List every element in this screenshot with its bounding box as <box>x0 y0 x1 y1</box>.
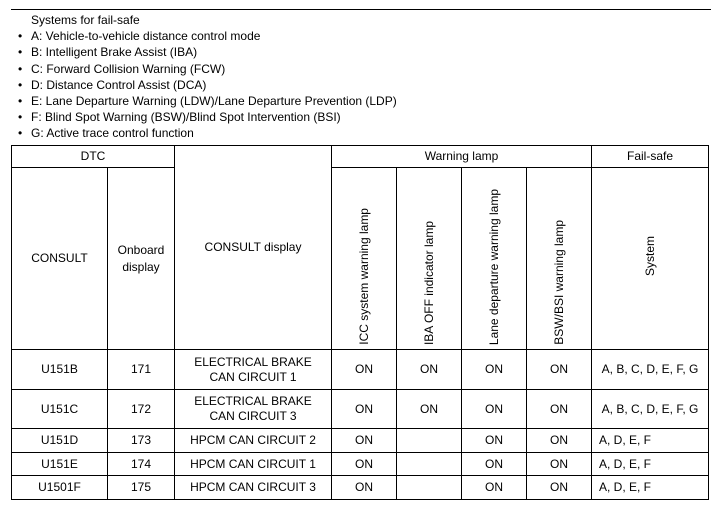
lane-lamp-value: ON <box>462 453 527 476</box>
warning-lamp-header: Warning lamp <box>332 146 592 168</box>
lane-lamp-value: ON <box>462 390 527 429</box>
icc-lamp-label: ICC system warning lamp <box>357 208 371 345</box>
table-row <box>12 390 709 429</box>
dtc-header: DTC <box>12 146 175 168</box>
iba-lamp-value <box>397 453 462 476</box>
onboard-code: 175 <box>108 476 175 500</box>
iba-lamp-value: ON <box>397 350 462 390</box>
table-row <box>12 429 709 453</box>
system-item-e: • E: Lane Departure Warning (LDW)/Lane Departure Prevention (LDP) <box>18 93 397 109</box>
onboard-display-label: Onboard display <box>117 242 165 274</box>
system-item-c: • C: Forward Collision Warning (FCW) <box>18 61 397 77</box>
consult-code: U151B <box>12 350 108 390</box>
display-line-1: ELECTRICAL BRAKE <box>194 394 312 408</box>
onboard-code: 171 <box>108 350 175 390</box>
fail-safe-systems: A, B, C, D, E, F, G <box>592 350 709 390</box>
onboard-code: 172 <box>108 390 175 429</box>
iba-lamp-value <box>397 429 462 453</box>
top-rule <box>11 9 711 10</box>
iba-lamp-label: IBA OFF indicator lamp <box>422 220 436 345</box>
iba-lamp-value: ON <box>397 390 462 429</box>
consult-code: U151C <box>12 390 108 429</box>
fail-safe-systems: A, D, E, F <box>592 476 709 500</box>
consult-display: HPCM CAN CIRCUIT 3 <box>175 476 332 500</box>
icc-lamp-value: ON <box>332 350 397 390</box>
bsw-lamp-label: BSW/BSI warning lamp <box>552 220 566 345</box>
fail-safe-systems-note <box>18 12 397 142</box>
lane-lamp-value: ON <box>462 476 527 500</box>
table-row <box>12 453 709 476</box>
fail-safe-header: Fail-safe <box>592 146 709 168</box>
lane-lamp-value: ON <box>462 350 527 390</box>
bsw-lamp-value: ON <box>527 350 592 390</box>
consult-header: CONSULT <box>12 168 108 350</box>
fail-safe-systems: A, D, E, F <box>592 429 709 453</box>
icc-lamp-value: ON <box>332 390 397 429</box>
iba-lamp-value <box>397 476 462 500</box>
display-line-2: CAN CIRCUIT 1 <box>209 369 297 384</box>
system-item-a: • A: Vehicle-to-vehicle distance control mode <box>18 28 397 44</box>
display-line-2: CAN CIRCUIT 3 <box>209 409 297 423</box>
onboard-display-header <box>108 168 175 350</box>
systems-list <box>18 28 397 141</box>
bsw-lamp-value: ON <box>527 476 592 500</box>
bsw-lamp-value: ON <box>527 453 592 476</box>
system-item-d: • D: Distance Control Assist (DCA) <box>18 77 397 93</box>
consult-code: U151D <box>12 429 108 453</box>
consult-code: U1501F <box>12 476 108 500</box>
bsw-lamp-header <box>527 168 592 350</box>
fail-safe-systems: A, D, E, F <box>592 453 709 476</box>
dtc-table <box>11 145 709 500</box>
consult-display: HPCM CAN CIRCUIT 2 <box>175 429 332 453</box>
table-row <box>12 350 709 390</box>
icc-lamp-value: ON <box>332 476 397 500</box>
onboard-code: 173 <box>108 429 175 453</box>
onboard-code: 174 <box>108 453 175 476</box>
system-item-g: • G: Active trace control function <box>18 125 397 141</box>
note-title: Systems for fail-safe <box>31 13 140 27</box>
system-header <box>592 168 709 350</box>
lane-lamp-header <box>462 168 527 350</box>
fail-safe-systems: A, B, C, D, E, F, G <box>592 390 709 429</box>
lane-lamp-value: ON <box>462 429 527 453</box>
icc-lamp-header <box>332 168 397 350</box>
table-row <box>12 476 709 500</box>
icc-lamp-value: ON <box>332 453 397 476</box>
lane-lamp-label: Lane departure warning lamp <box>487 188 501 345</box>
consult-display-header: CONSULT display <box>175 146 332 350</box>
bsw-lamp-value: ON <box>527 390 592 429</box>
system-item-f: • F: Blind Spot Warning (BSW)/Blind Spot Intervention (BSI) <box>18 109 397 125</box>
consult-display <box>175 350 332 390</box>
display-line-1: ELECTRICAL BRAKE <box>194 354 312 369</box>
icc-lamp-value: ON <box>332 429 397 453</box>
bsw-lamp-value: ON <box>527 429 592 453</box>
iba-lamp-header <box>397 168 462 350</box>
system-item-b: • B: Intelligent Brake Assist (IBA) <box>18 44 397 60</box>
system-label: System <box>643 236 657 277</box>
consult-display: HPCM CAN CIRCUIT 1 <box>175 453 332 476</box>
consult-code: U151E <box>12 453 108 476</box>
consult-display <box>175 390 332 429</box>
